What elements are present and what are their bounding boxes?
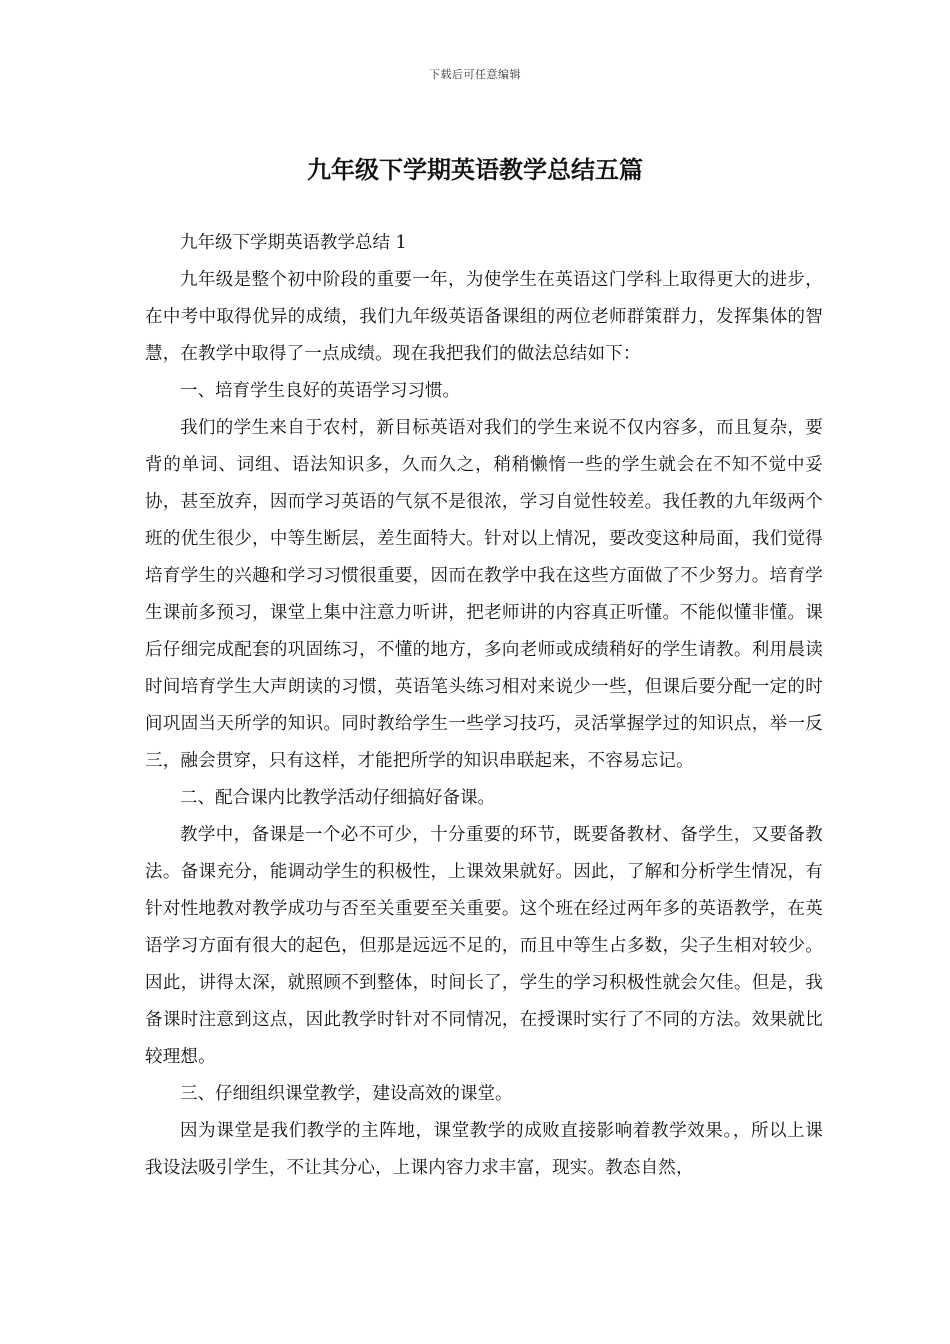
section-heading-1: 一、培育学生良好的英语学习习惯。 (180, 381, 460, 401)
section-subtitle: 九年级下学期英语教学总结 1 (180, 233, 407, 253)
section-heading-2: 二、配合课内比教学活动仔细搞好备课。 (180, 788, 495, 808)
document-body (145, 225, 823, 1187)
header-note: 下载后可任意编辑 (429, 68, 521, 81)
paragraph-classroom: 因为课堂是我们教学的主阵地，课堂教学的成败直接影响着教学效果。，所以上课我设法吸引学生，不让其分心，上课内容力求丰富，现实。教态自然， (145, 1121, 823, 1178)
document-title: 九年级下学期英语教学总结五篇 (307, 155, 643, 184)
section-heading-3: 三、仔细组织课堂教学，建设高效的课堂。 (180, 1084, 513, 1104)
paragraph-intro: 九年级是整个初中阶段的重要一年，为使学生在英语这门学科上取得更大的进步，在中考中取得优异的成绩，我们九年级英语备课组的两位老师群策群力，发挥集体的智慧，在教学中取得了一点成绩。现在我把我们的做法总结如下： (145, 270, 823, 364)
paragraph-habits: 我们的学生来自于农村，新目标英语对我们的学生来说不仅内容多，而且复杂，要背的单词、词组、语法知识多，久而久之，稍稍懒惰一些的学生就会在不知不觉中妥协，甚至放弃，因而学习英语的气氛不是很浓，学习自觉性较差。我任教的九年级两个班的优生很少，中等生断层，差生面特大。针对以上情况，要改变这种局面，我们觉得培育学生的兴趣和学习习惯很重要，因而在教学中我在这些方面做了不少努力。培育学生课前多预习，课堂上集中注意力听讲，把老师讲的内容真正听懂。不能似懂非懂。课后仔细完成配套的巩固练习，不懂的地方，多向老师或成绩稍好的学生请教。利用晨读时间培育学生大声朗读的习惯，英语笔头练习相对来说少一些，但课后要分配一定的时间巩固当天所学的知识。同时教给学生一些学习技巧，灵活掌握学过的知识点，举一反三，融会贯穿，只有这样，才能把所学的知识串联起来，不容易忘记。 (145, 418, 823, 771)
paragraph-lesson-prep: 教学中，备课是一个必不可少，十分重要的环节，既要备教材、备学生，又要备教法。备课充分，能调动学生的积极性，上课效果就好。因此，了解和分析学生情况，有针对性地教对教学成功与否至关重要至关重要。这个班在经过两年多的英语教学，在英语学习方面有很大的起色，但那是远远不足的，而且中等生占多数，尖子生相对较少。因此，讲得太深，就照顾不到整体，时间长了，学生的学习积极性就会欠佳。但是，我备课时注意到这点，因此教学时针对不同情况，在授课时实行了不同的方法。效果就比较理想。 (145, 825, 823, 1067)
